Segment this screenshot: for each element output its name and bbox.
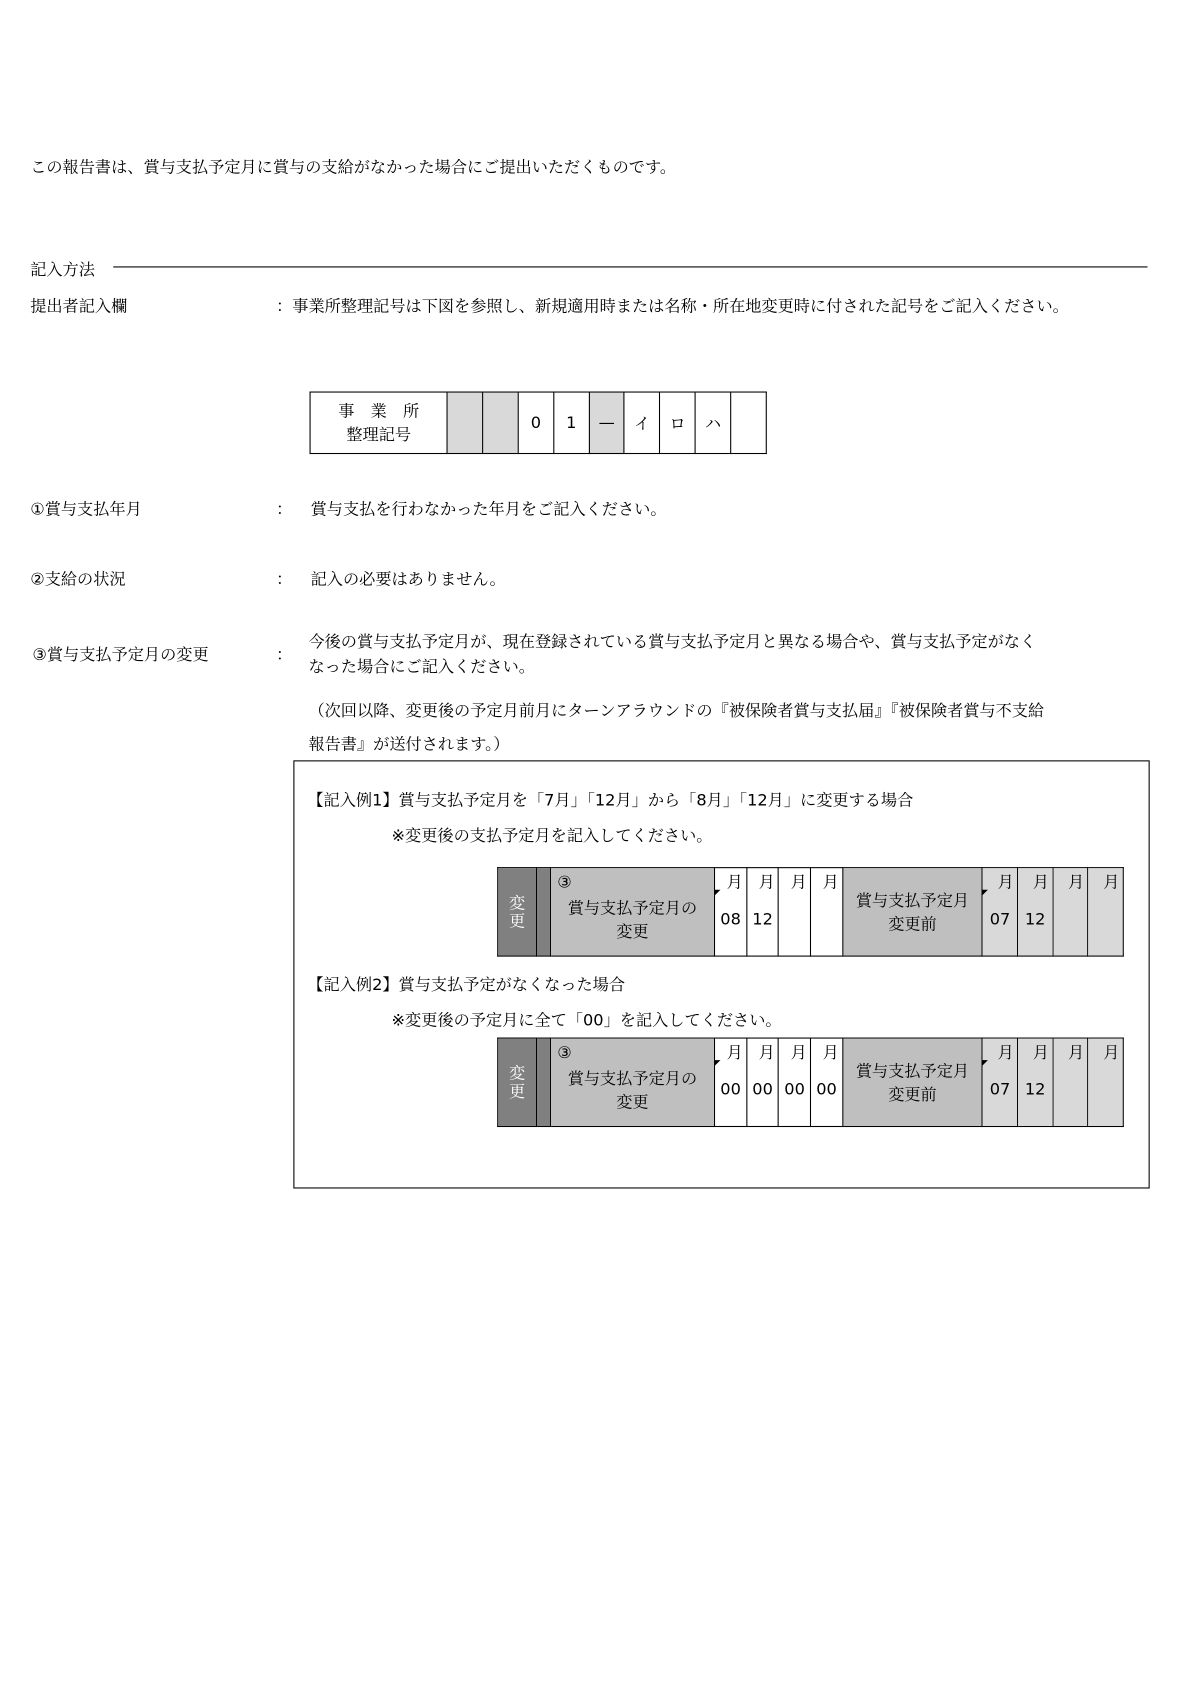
month-unit: 月: [1103, 1042, 1120, 1063]
new-month-label: [550, 1038, 714, 1126]
label-line: 事 業 所: [338, 401, 420, 421]
old-month-cell: [982, 1038, 1017, 1126]
month-unit: 月: [1067, 872, 1085, 892]
old-month-cell: [1088, 1038, 1123, 1126]
item-text: 今後の賞与支払予定月が、現在登録されている賞与支払予定月と異なる場合や、賞与支払予定がなく: [308, 632, 1037, 652]
new-month-label: [550, 868, 714, 956]
code-cell: —: [589, 392, 624, 453]
old-month-cell: [982, 868, 1017, 956]
old-month-label: [843, 1038, 983, 1126]
new-month-cell: [811, 868, 843, 956]
old-month-cell: [1088, 868, 1123, 956]
example-note: ※変更後の予定月に全て「00」を記入してください。: [391, 1010, 782, 1030]
month-value: 00: [720, 1079, 741, 1099]
marker-icon: [983, 890, 988, 895]
label-line: 賞与支払予定月: [855, 890, 970, 910]
month-value: 07: [989, 1079, 1011, 1099]
month-value: 00: [816, 1079, 837, 1099]
month-unit: 月: [790, 1042, 807, 1063]
old-month-cell: [1018, 868, 1053, 956]
example-form-table: [497, 867, 1124, 957]
new-month-cell: [779, 868, 811, 956]
item-colon: ：: [276, 644, 293, 665]
month-unit: 月: [822, 1042, 839, 1063]
item-label: ②支給の状況: [30, 569, 126, 589]
old-month-cell: [1018, 1038, 1053, 1126]
circle-number: ③: [557, 1042, 572, 1063]
marker-icon: [983, 1060, 988, 1065]
item-colon: ：: [276, 499, 293, 519]
month-value: 00: [752, 1079, 773, 1099]
intro-text: この報告書は、賞与支払予定月に賞与の支給がなかった場合にご提出いただくものです。: [30, 157, 677, 177]
month-value: 08: [720, 909, 741, 929]
label-line: 変更前: [888, 914, 937, 934]
item-text: 記入の必要はありません。: [310, 569, 506, 589]
code-cell: [483, 392, 518, 453]
code-cell: [731, 392, 766, 453]
month-unit: 月: [822, 872, 839, 892]
item-text: なった場合にご記入ください。: [308, 656, 535, 677]
month-unit: 月: [1103, 872, 1120, 892]
month-value: 12: [752, 909, 773, 929]
month-unit: 月: [726, 872, 743, 892]
item-text: 賞与支払を行わなかった年月をご記入ください。: [310, 499, 667, 519]
month-unit: 月: [997, 1042, 1014, 1063]
month-unit: 月: [758, 1042, 775, 1063]
month-unit: 月: [726, 1042, 743, 1063]
item-note: 報告書』が送付されます。）: [308, 734, 510, 754]
new-month-cell: [715, 868, 747, 956]
label-line: 賞与支払予定月の: [567, 897, 698, 918]
section-title: 記入方法: [30, 259, 95, 280]
item-label: ③賞与支払予定月の変更: [32, 644, 209, 665]
change-label: 変更: [498, 868, 537, 956]
item-label: 提出者記入欄: [30, 296, 128, 317]
circle-number: ③: [557, 872, 572, 892]
office-code-table: [310, 391, 767, 454]
old-month-cell: [1053, 1038, 1088, 1126]
code-cell: イ: [624, 392, 659, 453]
new-month-cell: [715, 1038, 747, 1126]
month-value: 07: [989, 909, 1011, 929]
section-divider: [113, 266, 1147, 267]
month-unit: 月: [1067, 1042, 1085, 1063]
spacer-cell: [536, 868, 550, 956]
month-unit: 月: [758, 872, 775, 892]
label-line: 賞与支払予定月: [855, 1060, 970, 1081]
old-month-cell: [1053, 868, 1088, 956]
new-month-cell: [811, 1038, 843, 1126]
item-colon: ：: [276, 569, 293, 589]
month-value: 00: [784, 1079, 805, 1099]
example-title: 【記入例1】賞与支払予定月を「7月」「12月」から「8月」「12月」に変更する場合: [307, 790, 914, 810]
item-text: ：事業所整理記号は下図を参照し、新規適用時または名称・所在地変更時に付された記号をご記入ください。: [276, 296, 1069, 317]
code-cell: ロ: [660, 392, 695, 453]
code-cell: ハ: [695, 392, 730, 453]
code-cell: [447, 392, 482, 453]
month-value: 12: [1024, 909, 1046, 929]
spacer-cell: [536, 1038, 550, 1126]
month-unit: 月: [1032, 872, 1049, 892]
old-month-label: [843, 868, 983, 956]
change-label: 変更: [498, 1038, 537, 1126]
code-cell: 0: [518, 392, 553, 453]
office-code-label: [310, 392, 447, 453]
month-unit: 月: [997, 872, 1014, 892]
new-month-cell: [747, 868, 779, 956]
label-line: 変更: [616, 1091, 649, 1112]
label-line: 変更前: [888, 1084, 937, 1104]
example-form-table: [497, 1038, 1124, 1128]
item-note: （次回以降、変更後の予定月前月にターンアラウンドの『被保険者賞与支払届』『被保険者賞与不支給: [308, 701, 1045, 721]
marker-icon: [715, 890, 720, 895]
label-line: 変更: [616, 921, 649, 941]
item-label: ①賞与支払年月: [30, 499, 142, 519]
new-month-cell: [747, 1038, 779, 1126]
label-line: 賞与支払予定月の: [567, 1068, 698, 1088]
example-note: ※変更後の支払予定月を記入してください。: [391, 826, 713, 846]
month-unit: 月: [790, 872, 807, 892]
label-line: 整理記号: [346, 424, 412, 445]
marker-icon: [715, 1060, 720, 1065]
example-title: 【記入例2】賞与支払予定がなくなった場合: [307, 974, 626, 995]
code-cell: 1: [554, 392, 589, 453]
new-month-cell: [779, 1038, 811, 1126]
month-value: 12: [1024, 1079, 1046, 1099]
month-unit: 月: [1032, 1042, 1049, 1063]
